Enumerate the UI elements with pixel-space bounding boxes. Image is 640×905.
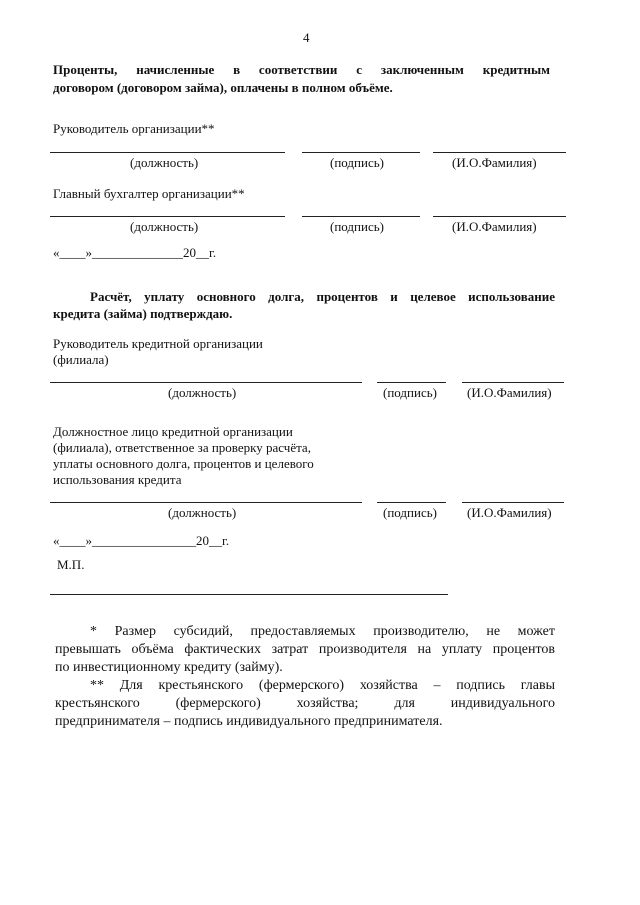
bank-head-position-caption: (должность) [168,385,237,400]
bank-head-signature-line [377,382,446,383]
official-label-3: уплаты основного долга, процентов и целевого [53,456,314,471]
chief-accountant-name-line [433,216,566,217]
chief-accountant-position-caption: (должность) [130,219,199,234]
bank-head-name-caption: (И.О.Фамилия) [467,385,552,400]
date-line-2: «____»________________20__г. [53,533,230,548]
chief-accountant-name-caption: (И.О.Фамилия) [452,219,537,234]
official-label-4: использования кредита [53,472,182,487]
official-label-2: (филиала), ответственное за проверку расчёта, [53,440,311,455]
bank-head-name-line [462,382,564,383]
confirmation-line-2: кредита (займа) подтверждаю. [53,306,233,321]
official-position-line [50,502,362,503]
date-line-1: «____»______________20__г. [53,245,217,260]
footnote-2-line-2: крестьянского (фермерского) хозяйства; для индивидуального [55,696,555,711]
org-head-position-line [50,152,285,153]
org-head-signature-line [302,152,420,153]
footnote-2-line-3: предпринимателя – подпись индивидуального предпринимателя. [55,714,443,729]
chief-accountant-label: Главный бухгалтер организации** [53,186,245,201]
official-name-line [462,502,564,503]
stamp-place: М.П. [57,557,85,572]
confirmation-line-1: Расчёт, уплату основного долга, процентов и целевое использование [90,289,555,304]
footnote-separator [50,594,448,595]
chief-accountant-signature-line [302,216,420,217]
bank-head-label-2: (филиала) [53,352,109,367]
statement-line-2: договором (договором займа), оплачены в полном объёме. [53,80,393,95]
official-name-caption: (И.О.Фамилия) [467,505,552,520]
org-head-label: Руководитель организации** [53,121,215,136]
bank-head-signature-caption: (подпись) [383,385,437,400]
org-head-signature-caption: (подпись) [330,155,384,170]
statement-line-1: Проценты, начисленные в соответствии с заключенным кредитным [53,62,550,77]
footnote-1-line-3: по инвестиционному кредиту (займу). [55,660,283,675]
footnote-1-line-1: * Размер субсидий, предоставляемых производителю, не может [90,624,555,639]
bank-head-position-line [50,382,362,383]
official-label-1: Должностное лицо кредитной организации [53,424,293,439]
official-signature-line [377,502,446,503]
org-head-position-caption: (должность) [130,155,199,170]
org-head-name-caption: (И.О.Фамилия) [452,155,537,170]
footnote-2-line-1: ** Для крестьянского (фермерского) хозяйства – подпись главы [90,678,555,693]
org-head-name-line [433,152,566,153]
official-position-caption: (должность) [168,505,237,520]
page-number: 4 [303,30,310,45]
chief-accountant-position-line [50,216,285,217]
official-signature-caption: (подпись) [383,505,437,520]
bank-head-label-1: Руководитель кредитной организации [53,336,263,351]
footnote-1-line-2: превышать объёма фактических затрат производителя на уплату процентов [55,642,555,657]
chief-accountant-signature-caption: (подпись) [330,219,384,234]
